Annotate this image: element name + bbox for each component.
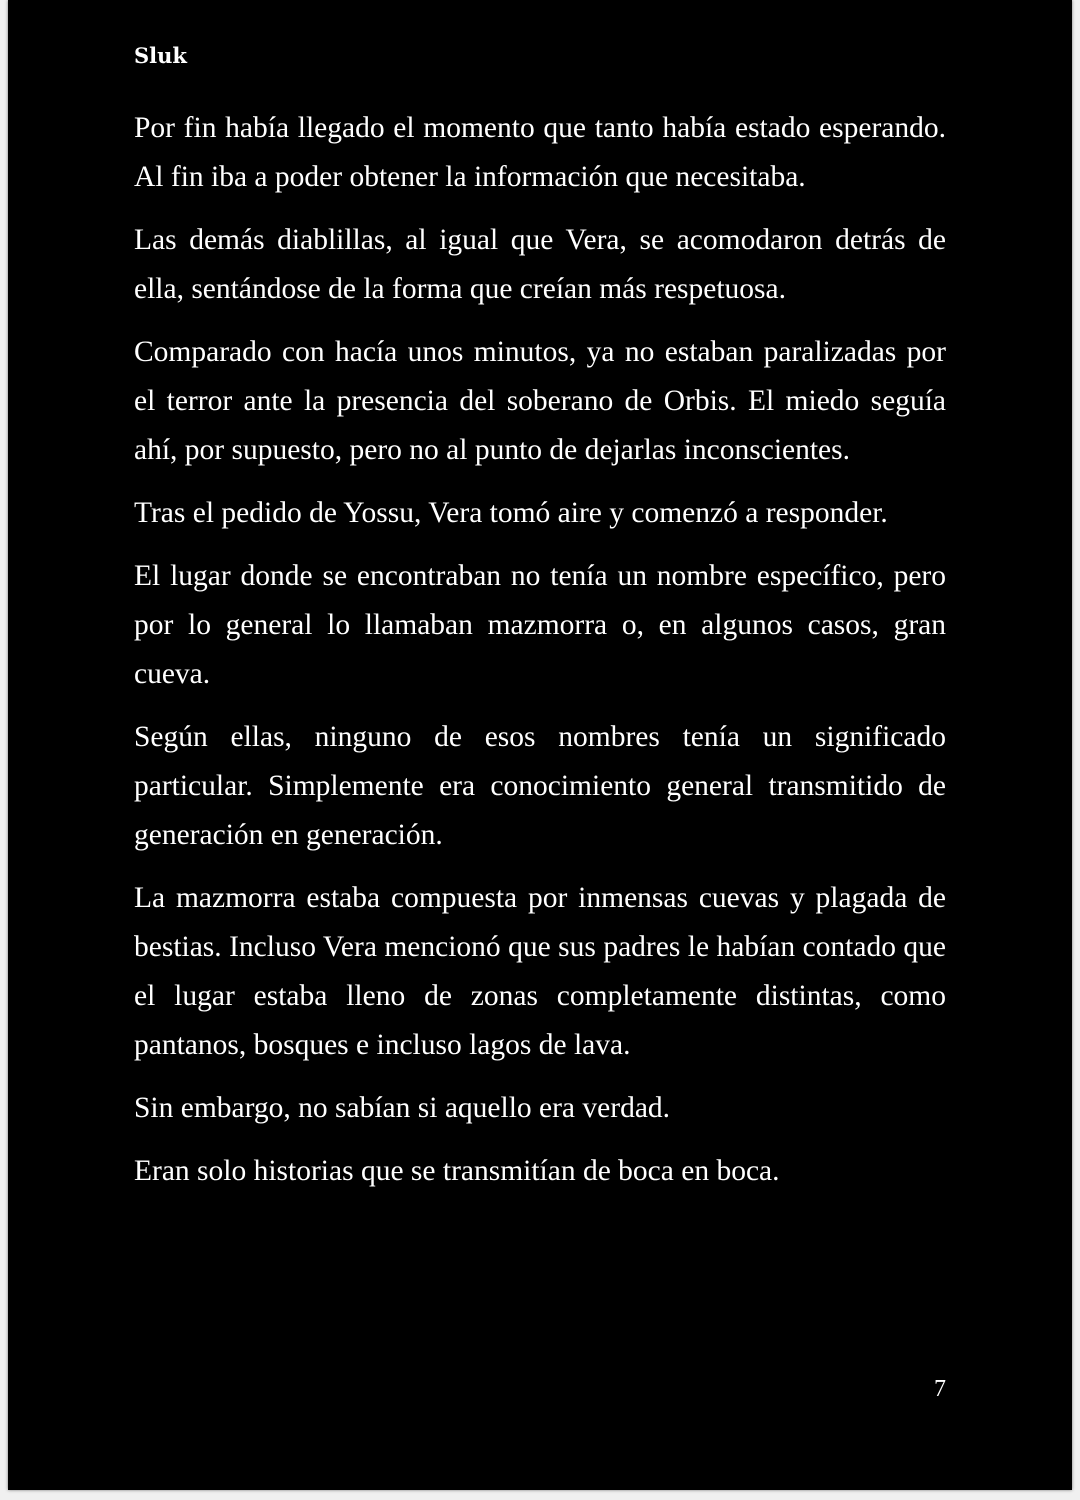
paragraph: Comparado con hacía unos minutos, ya no estaban paralizadas por el terror ante la presencia del soberano de Orbis. El miedo seguía ahí, por supuesto, pero no al punto de dejarlas inconscientes. (134, 336, 946, 466)
page-number: 7 (934, 1376, 946, 1402)
paragraph: Por fin había llegado el momento que tanto había estado esperando. Al fin iba a poder obtener la información que necesitaba. (134, 112, 946, 193)
paragraph: Según ellas, ninguno de esos nombres tenía un significado particular. Simplemente era conocimiento general transmitido de generación en generación. (134, 721, 946, 851)
paragraph: El lugar donde se encontraban no tenía un nombre específico, pero por lo general lo llamaban mazmorra o, en algunos casos, gran cueva. (134, 560, 946, 690)
paragraph: Sin embargo, no sabían si aquello era verdad. (134, 1092, 671, 1124)
paragraph: La mazmorra estaba compuesta por inmensas cuevas y plagada de bestias. Incluso Vera mencionó que sus padres le habían contado que el lugar estaba lleno de zonas completamente distintas, como pantanos, bosques e incluso lagos de lava. (134, 882, 946, 1061)
paragraph: Eran solo historias que se transmitían de boca en boca. (134, 1155, 780, 1187)
body-text (134, 104, 946, 1210)
paragraph: Tras el pedido de Yossu, Vera tomó aire y comenzó a responder. (134, 497, 888, 529)
document-page (8, 0, 1072, 1490)
paragraph: Las demás diablillas, al igual que Vera, se acomodaron detrás de ella, sentándose de la forma que creían más respetuosa. (134, 224, 946, 305)
running-header: Sluk (134, 43, 187, 68)
